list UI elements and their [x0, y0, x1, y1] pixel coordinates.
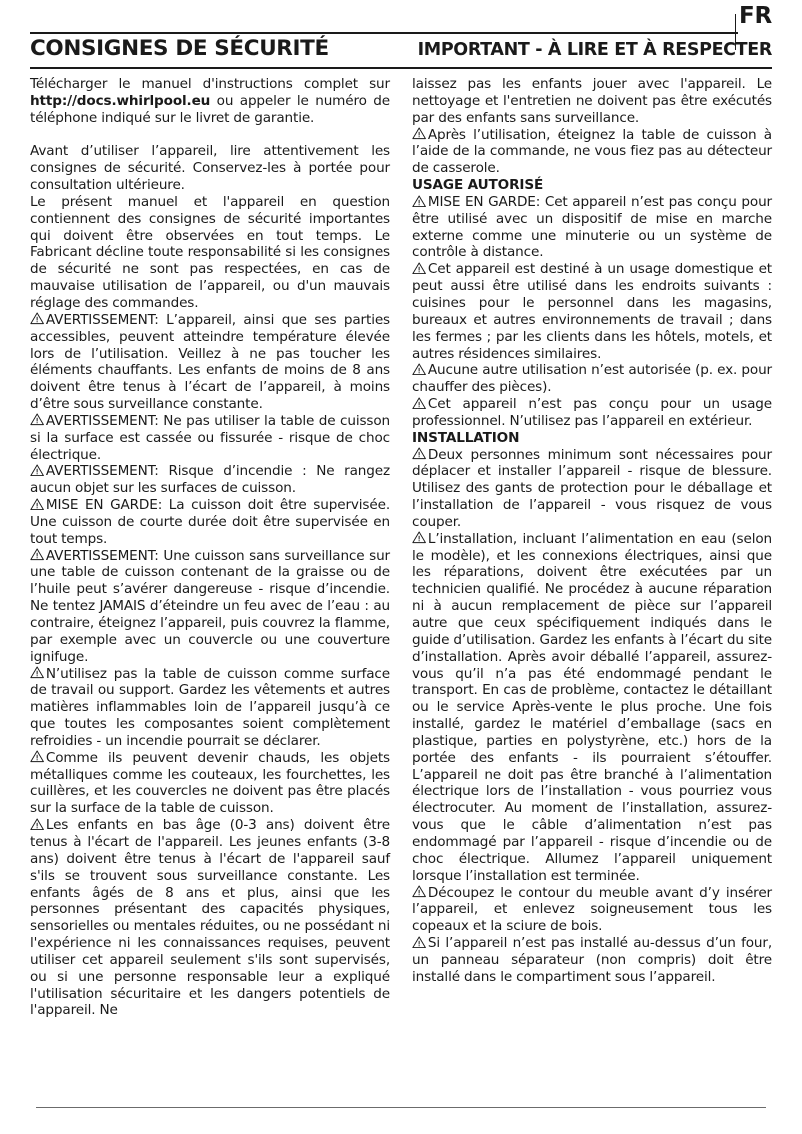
warning-paragraph — [412, 362, 772, 396]
page-subtitle: IMPORTANT - À LIRE ET À RESPECTER — [417, 40, 772, 60]
header-bottom-rule — [30, 67, 772, 69]
warning-triangle-icon — [30, 312, 44, 324]
text-run: Avant d’utiliser l’appareil, lire attentivement les consignes de sécurité. Conservez-les à portée pour consultation ultérieure. — [30, 143, 390, 194]
warning-triangle-icon — [412, 531, 426, 543]
warning-triangle-icon — [30, 464, 44, 476]
text-run: MISE EN GARDE: Cet appareil n’est pas conçu pour être utilisé avec un dispositif de mise en marche externe comme une minuterie ou un système de contrôle à distance. — [412, 193, 772, 261]
body-paragraph — [412, 76, 772, 127]
body-paragraph — [30, 143, 390, 194]
warning-paragraph — [30, 817, 390, 1019]
warning-triangle-icon — [412, 397, 426, 409]
warning-triangle-icon — [412, 447, 426, 459]
paragraph-spacer — [30, 127, 390, 144]
footer-rule — [36, 1107, 766, 1108]
right-column — [412, 76, 772, 1019]
page-title: CONSIGNES DE SÉCURITÉ — [30, 36, 329, 61]
body-columns — [30, 76, 772, 1019]
body-paragraph — [30, 76, 390, 127]
warning-triangle-icon — [412, 936, 426, 948]
warning-triangle-icon — [30, 750, 44, 762]
warning-paragraph — [30, 666, 390, 750]
warning-paragraph — [412, 447, 772, 531]
text-run: Deux personnes minimum sont nécessaires pour déplacer et installer l’appareil - risque de blessure. Utilisez des gants de protection pour le déballage et l’installation de l’appareil - vous risquez de vous couper. — [412, 446, 772, 530]
text-run: AVERTISSEMENT: Ne pas utiliser la table de cuisson si la surface est cassée ou fissurée - risque de choc électrique. — [30, 412, 390, 463]
warning-paragraph — [412, 127, 772, 178]
warning-paragraph — [412, 885, 772, 936]
warning-triangle-icon — [30, 498, 44, 510]
text-run: Télécharger le manuel d'instructions complet sur — [30, 76, 390, 92]
warning-triangle-icon — [412, 885, 426, 897]
text-run: laissez pas les enfants jouer avec l'appareil. Le nettoyage et l'entretien ne doivent pas être exécutés par des enfants sans surveillance. — [412, 76, 772, 126]
left-column — [30, 76, 390, 1019]
text-run: Aucune autre utilisation n’est autorisée (p. ex. pour chauffer des pièces). — [412, 362, 772, 396]
inline-url: http://docs.whirlpool.eu — [30, 92, 211, 109]
warning-triangle-icon — [412, 127, 426, 139]
section-heading: USAGE AUTORISÉ — [412, 177, 544, 194]
text-run: Cet appareil est destiné à un usage domestique et peut aussi être utilisé dans les endroits suivants : cuisines pour le personnel dans les magasins, bureaux et autres environnements de travail ; dans les fermes ; par les clients dans les hôtels, motels, et autres résidences similaires. — [412, 261, 772, 362]
text-run: L’installation, incluant l’alimentation en eau (selon le modèle), et les connexions électriques, ainsi que les réparations, doivent être exécutées par un technicien qualifié. Ne procédez à aucune réparation ni à aucun remplacement de pièce sur l’appareil autre que ceux spécifiquement indiqués dans le guide d’utilisation. Gardez les enfants à l’écart du site d’installation. Après avoir déballé l’appareil, assurez-vous qu’il n’a pas été endommagé pendant le transport. En cas de problème, contactez le détaillant ou le service Après-vente le plus proche. Une fois installé, gardez le matériel d’emballage (sacs en plastique, parties en polystyrène, etc.) hors de la portée des enfants - ils pourraient s’étouffer. L’appareil ne doit pas être branché à l’alimentation électrique lors de l’installation - vous pourriez vous électrocuter. Au moment de l’installation, assurez-vous que le câble d’alimentation n’est pas endommagé par l’appareil - risque d’incendie ou de choc électrique. Allumez l’appareil uniquement lorsque l’installation est terminée. — [412, 530, 772, 884]
warning-paragraph — [412, 935, 772, 986]
warning-paragraph — [30, 548, 390, 666]
text-run: N’utilisez pas la table de cuisson comme surface de travail ou support. Gardez les vêtements et autres matières inflammables loin de l’appareil jusqu’à ce que toutes les composantes soient complètement refroidies - un incendie pourrait se déclarer. — [30, 665, 390, 749]
text-run: AVERTISSEMENT: Une cuisson sans surveillance sur une table de cuisson contenant de la graisse ou de l’huile peut s’avérer dangereuse - risque d’incendie. Ne tentez JAMAIS d’éteindre un feu avec de l’eau : au contraire, éteignez l’appareil, puis couvrez la flamme, par exemple avec un couvercle ou une couverture ignifuge. — [30, 547, 390, 665]
text-run: Si l’appareil n’est pas installé au-dessus d’un four, un panneau séparateur (non compris) doit être installé dans le compartiment sous l’appareil. — [412, 935, 772, 985]
warning-paragraph — [412, 194, 772, 261]
text-run: MISE EN GARDE: La cuisson doit être supervisée. Une cuisson de courte durée doit être supervisée en tout temps. — [30, 497, 390, 547]
warning-triangle-icon — [30, 413, 44, 425]
body-paragraph — [30, 194, 390, 312]
text-run: Le présent manuel et l'appareil en question contiennent des consignes de sécurité importantes qui doivent être observées en tout temps. Le Fabricant décline toute responsabilité si les consignes de sécurité ne sont pas respectées, en cas de mauvaise utilisation de l’appareil, ou d'un mauvais réglage des commandes. — [30, 193, 390, 311]
warning-triangle-icon — [412, 195, 426, 207]
warning-triangle-icon — [412, 363, 426, 375]
warning-paragraph — [30, 463, 390, 497]
text-run: Cet appareil n’est pas conçu pour un usage professionnel. N’utilisez pas l’appareil en extérieur. — [412, 396, 772, 429]
warning-triangle-icon — [30, 818, 44, 830]
warning-triangle-icon — [30, 666, 44, 678]
text-run: Les enfants en bas âge (0-3 ans) doivent être tenus à l'écart de l'appareil. Les jeunes enfants (3-8 ans) doivent être tenus à l'écart de l'appareil sauf s'ils se trouvent sous surveillance constante. Les enfants âgés de 8 ans et plus, ainsi que les personnes présentant des capacités physiques, sensorielles ou mentales réduites, ou ne possédant ni l'expérience ni les connaissances requises, peuvent utiliser cet appareil seulement s'ils sont supervisés, ou si une personne responsable leur a expliqué l'utilisation sécuritaire et les dangers potentiels de l'appareil. Ne — [30, 817, 390, 1019]
text-run: Après l’utilisation, éteignez la table de cuisson à l’aide de la commande, ne vous fiez pas au détecteur de casserole. — [412, 126, 772, 177]
text-run: Comme ils peuvent devenir chauds, les objets métalliques comme les couteaux, les fourchettes, les cuillères, et les couvercles ne doivent pas être placés sur la surface de la table de cuisson. — [30, 749, 390, 817]
warning-triangle-icon — [412, 262, 426, 274]
header-title-row — [30, 36, 772, 61]
warning-paragraph — [30, 497, 390, 548]
section-heading: INSTALLATION — [412, 429, 520, 446]
warning-paragraph — [30, 413, 390, 464]
language-code: FR — [738, 3, 772, 29]
text-run: Découpez le contour du meuble avant d’y insérer l’appareil, et enlevez soigneusement tous les copeaux et la sciure de bois. — [412, 884, 772, 935]
text-run: AVERTISSEMENT: L’appareil, ainsi que ses parties accessibles, peuvent atteindre température élevée lors de l’utilisation. Veillez à ne pas toucher les éléments chauffants. Les enfants de moins de 8 ans doivent être tenus à l’écart de l’appareil, à moins d’être sous surveillance constante. — [30, 311, 390, 413]
header-top-rule — [30, 32, 738, 34]
warning-paragraph — [412, 261, 772, 362]
text-run: AVERTISSEMENT: Risque d’incendie : Ne rangez aucun objet sur les surfaces de cuisson. — [30, 463, 390, 497]
warning-triangle-icon — [30, 548, 44, 560]
warning-paragraph — [412, 396, 772, 430]
warning-paragraph — [30, 750, 390, 817]
warning-paragraph — [30, 312, 390, 413]
page-header — [30, 0, 772, 62]
warning-paragraph — [412, 531, 772, 885]
text-run: ou appeler le numéro de téléphone indiqué sur le livret de garantie. — [30, 92, 390, 126]
